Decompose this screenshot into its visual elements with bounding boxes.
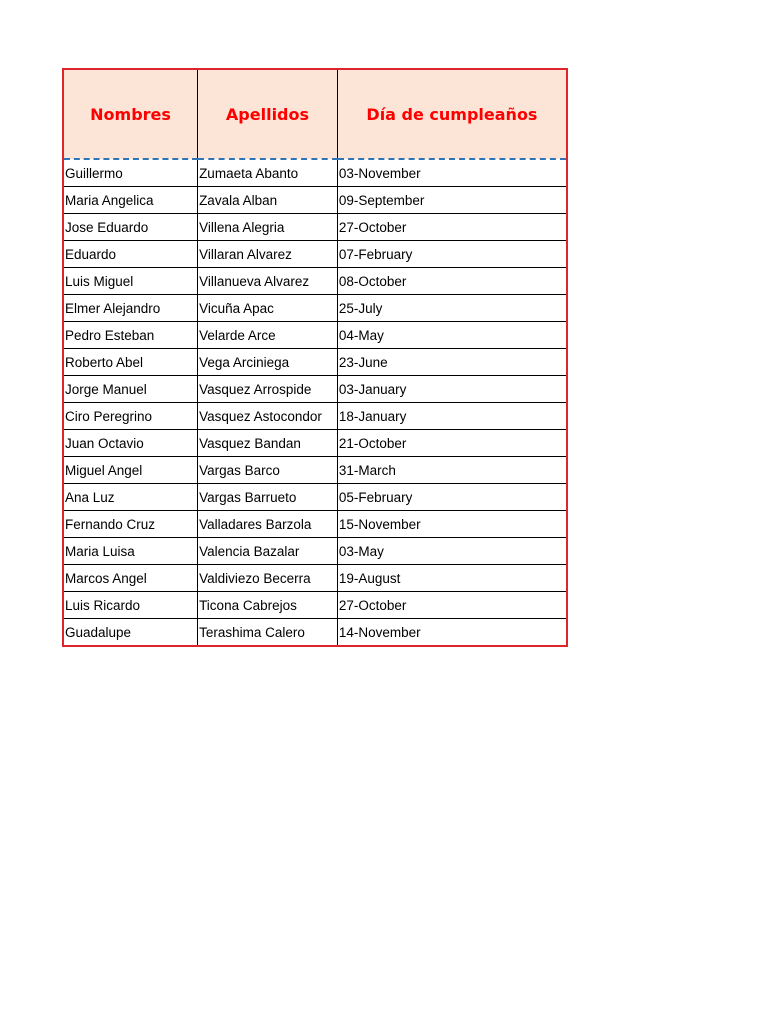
nombre-cell: Maria Angelica [63,187,198,214]
table-row [63,295,567,322]
cumpleanos-cell: 04-May [337,322,567,349]
table-row [63,592,567,619]
table-row [63,214,567,241]
cumpleanos-cell: 07-February [337,241,567,268]
apellidos-cell: Velarde Arce [198,322,338,349]
cumpleanos-cell: 03-November [337,159,567,187]
nombre-cell: Ciro Peregrino [63,403,198,430]
table-row [63,376,567,403]
table-row [63,159,567,187]
cumpleanos-cell: 27-October [337,592,567,619]
cumpleanos-cell: 05-February [337,484,567,511]
apellidos-cell: Zavala Alban [198,187,338,214]
apellidos-cell: Terashima Calero [198,619,338,647]
cumpleanos-cell: 08-October [337,268,567,295]
nombre-cell: Pedro Esteban [63,322,198,349]
apellidos-cell: Vasquez Astocondor [198,403,338,430]
nombre-cell: Miguel Angel [63,457,198,484]
apellidos-cell: Villaran Alvarez [198,241,338,268]
apellidos-cell: Vicuña Apac [198,295,338,322]
nombre-cell: Guadalupe [63,619,198,647]
nombre-cell: Roberto Abel [63,349,198,376]
birthday-table [62,68,568,647]
cumpleanos-cell: 31-March [337,457,567,484]
table-row [63,430,567,457]
nombre-cell: Jose Eduardo [63,214,198,241]
apellidos-cell: Ticona Cabrejos [198,592,338,619]
header-apellidos: Apellidos [198,69,338,159]
apellidos-cell: Vargas Barco [198,457,338,484]
apellidos-cell: Vargas Barrueto [198,484,338,511]
nombre-cell: Guillermo [63,159,198,187]
table-row [63,619,567,647]
apellidos-cell: Villanueva Alvarez [198,268,338,295]
cumpleanos-cell: 25-July [337,295,567,322]
header-row [63,69,567,159]
cumpleanos-cell: 15-November [337,511,567,538]
table-row [63,538,567,565]
apellidos-cell: Zumaeta Abanto [198,159,338,187]
apellidos-cell: Vega Arciniega [198,349,338,376]
table-row [63,322,567,349]
cumpleanos-cell: 27-October [337,214,567,241]
nombre-cell: Eduardo [63,241,198,268]
table-row [63,268,567,295]
table-row [63,349,567,376]
table-row [63,187,567,214]
table-row [63,403,567,430]
nombre-cell: Marcos Angel [63,565,198,592]
apellidos-cell: Valencia Bazalar [198,538,338,565]
apellidos-cell: Villena Alegria [198,214,338,241]
nombre-cell: Maria Luisa [63,538,198,565]
header-dia-de-cumpleanos: Día de cumpleaños [337,69,567,159]
nombre-cell: Juan Octavio [63,430,198,457]
nombre-cell: Jorge Manuel [63,376,198,403]
apellidos-cell: Vasquez Bandan [198,430,338,457]
header-nombres: Nombres [63,69,198,159]
apellidos-cell: Valdiviezo Becerra [198,565,338,592]
cumpleanos-cell: 14-November [337,619,567,647]
nombre-cell: Luis Miguel [63,268,198,295]
table-row [63,511,567,538]
nombre-cell: Elmer Alejandro [63,295,198,322]
table-row [63,241,567,268]
table-row [63,457,567,484]
table-body [63,159,567,646]
cumpleanos-cell: 19-August [337,565,567,592]
nombre-cell: Luis Ricardo [63,592,198,619]
table-row [63,565,567,592]
cumpleanos-cell: 18-January [337,403,567,430]
apellidos-cell: Vasquez Arrospide [198,376,338,403]
cumpleanos-cell: 03-May [337,538,567,565]
cumpleanos-cell: 23-June [337,349,567,376]
table-header [63,69,567,159]
cumpleanos-cell: 03-January [337,376,567,403]
nombre-cell: Fernando Cruz [63,511,198,538]
cumpleanos-cell: 09-September [337,187,567,214]
table-row [63,484,567,511]
apellidos-cell: Valladares Barzola [198,511,338,538]
nombre-cell: Ana Luz [63,484,198,511]
cumpleanos-cell: 21-October [337,430,567,457]
